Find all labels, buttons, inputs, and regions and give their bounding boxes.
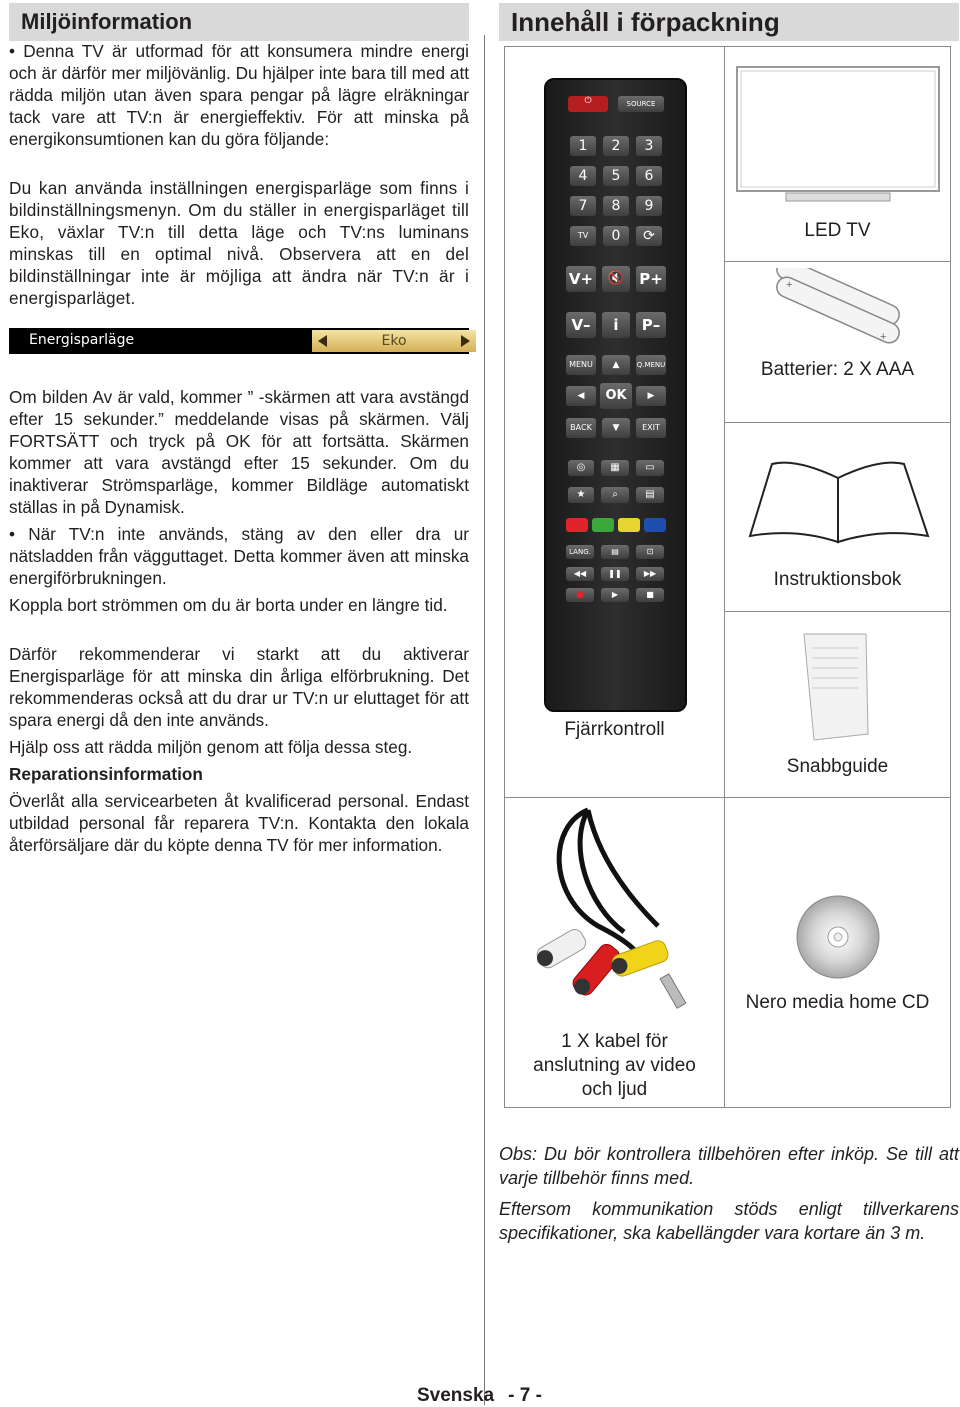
info-button: i [602,312,630,338]
back-button: BACK [566,418,596,438]
source-button: SOURCE [618,96,664,112]
digit-5: 5 [603,166,629,186]
exit-button: EXIT [636,418,666,438]
env-paragraph-7: Hjälp oss att rädda miljön genom att följa dessa steg. [9,737,413,757]
env-paragraph-4: • När TV:n inte används, stäng av den eller dra ur nätsladden från vägguttaget. Detta kommer även att minska energiförbrukningen. [9,524,469,588]
tv-button: TV [570,226,596,246]
env-paragraph-6: Därför rekommenderar vi starkt att du aktiverar Energisparläge för att minska din årliga elförbrukning. Det rekommenderas också att du drar ur TV:n ur eluttaget för att spara energi då den inte används. [9,644,469,730]
energy-menu-label: Energisparläge [29,332,135,348]
digit-6: 6 [636,166,662,186]
accessories-note: Obs: Du bör kontrollera tillbehören efter inköp. Se till att varje tillbehör finns med. [499,1144,959,1188]
blue-button [644,518,666,532]
red-button [566,518,588,532]
menu-button: MENU [566,355,596,375]
record-icon: ● [566,588,594,602]
digit-8: 8 [603,196,629,216]
stop-icon: ■ [636,588,664,602]
column-divider [484,35,485,1405]
energy-menu-selector [312,330,476,352]
svg-text:+: + [880,331,887,343]
env-paragraph-1: • Denna TV är utformad för att konsumera mindre energi och är därför mer miljövänlig. Du hjälper inte bara till med att rädda miljön utan även spara pengar på lägre elräkningar tack vare att TV:n är energieffektiv. För att minska på energikonsumtionen kan du göra följande: [9,41,469,149]
guide-caption: Snabbguide [786,756,889,777]
fast-forward-icon: ▶▶ [636,567,664,581]
favourite-icon: ★ [568,487,594,503]
cable-caption-line-3: och ljud [581,1079,648,1100]
grid-icon: ▦ [601,460,629,476]
digit-3: 3 [636,136,662,156]
quick-guide-image [802,632,870,744]
led-tv-image [736,66,940,206]
remote-caption: Fjärrkontroll [564,719,665,740]
globe-icon: ◎ [568,460,594,476]
pause-icon: ❚❚ [601,567,629,581]
repair-text: Överlåt alla servicearbeten åt kvalificerad personal. Endast utbildad personal får reparera TV:n. Kontakta den lokala återförsäljare där du köpte denna TV för mer information. [9,791,469,855]
digit-9: 9 [636,196,662,216]
green-button [592,518,614,532]
batteries-caption: Batterier: 2 X AAA [760,359,915,380]
footer-language: Svenska [417,1385,495,1406]
up-arrow-icon: ▲ [602,355,630,375]
remote-control-image [544,78,687,712]
digit-2: 2 [603,136,629,156]
right-arrow-icon: ▶ [636,386,666,406]
cable-length-note: Eftersom kommunikation stöds enligt tillverkarens specifikationer, ska kabellängder vara kortare än 3 m. [499,1199,959,1243]
screen-icon: ▭ [636,460,664,476]
program-up-button: P+ [636,266,666,292]
left-arrow-icon: ◀ [566,386,596,406]
env-paragraph-5: Koppla bort strömmen om du är borta under en längre tid. [9,595,448,615]
volume-down-button: V– [566,312,596,338]
ok-button: OK [600,383,632,409]
subtitle-icon: ▤ [636,487,664,503]
manual-caption: Instruktionsbok [773,569,902,590]
cd-image [795,894,881,980]
page-number: - 7 - [508,1385,542,1406]
cable-caption-line-2: anslutning av video [533,1055,696,1076]
play-icon: ▶ [601,588,629,602]
yellow-button [618,518,640,532]
env-paragraph-2: Du kan använda inställningen energisparläge som finns i bildinställningsmenyn. Om du ställer in energisparläget till Eko, växlar TV:n till detta läge och TV:ns luminans minskas till en optimal nivå. Observera att en del bildinställningar inte är möjliga att ändra när TV:n är i energisparläget. [9,178,469,308]
mute-icon: 🔇 [602,266,630,292]
digit-1: 1 [570,136,596,156]
page-footer [417,1385,542,1407]
instruction-book-image [746,458,932,548]
digit-0: 0 [603,226,629,246]
tv-caption: LED TV [804,220,871,241]
env-paragraph-3: Om bilden Av är vald, kommer ” -skärmen att vara avstängd efter 15 sekunder.” meddelande visas på skärmen. Välj FORTSÄTT och tryck på OK för att fortsätta. Skärmen kommer att vara avstängd efter 15 sekunder. Om du inaktiverar Strömsparläge, kommer Bildläge automatiskt ställas in på Dynamisk. [9,387,469,517]
text-icon: ▤ [601,545,629,559]
cable-caption [504,1030,725,1102]
program-down-button: P– [636,312,666,338]
zoom-icon: ⊡ [636,545,664,559]
power-icon: ⏻ [568,96,608,112]
search-icon: ⌕ [601,487,629,503]
down-arrow-icon: ▼ [602,418,630,438]
left-section-title: Miljöinformation [9,3,469,41]
digit-7: 7 [570,196,596,216]
svg-text:+: + [786,279,793,291]
cable-caption-line-1: 1 X kabel för [561,1031,668,1052]
arrow-right-icon [461,335,470,347]
digit-4: 4 [570,166,596,186]
swap-icon: ⟳ [636,226,662,246]
lang-button: LANG. [566,545,594,559]
energy-saving-menu [9,328,469,354]
batteries-image [770,268,906,348]
repair-heading: Reparationsinformation [9,764,203,784]
volume-up-button: V+ [566,266,596,292]
cd-caption: Nero media home CD [745,992,930,1013]
quick-menu-button: Q.MENU [636,355,666,375]
rewind-icon: ◀◀ [566,567,594,581]
energy-menu-value: Eko [381,333,407,349]
av-cable-image [528,806,708,1018]
right-section-title: Innehåll i förpackning [499,3,959,41]
